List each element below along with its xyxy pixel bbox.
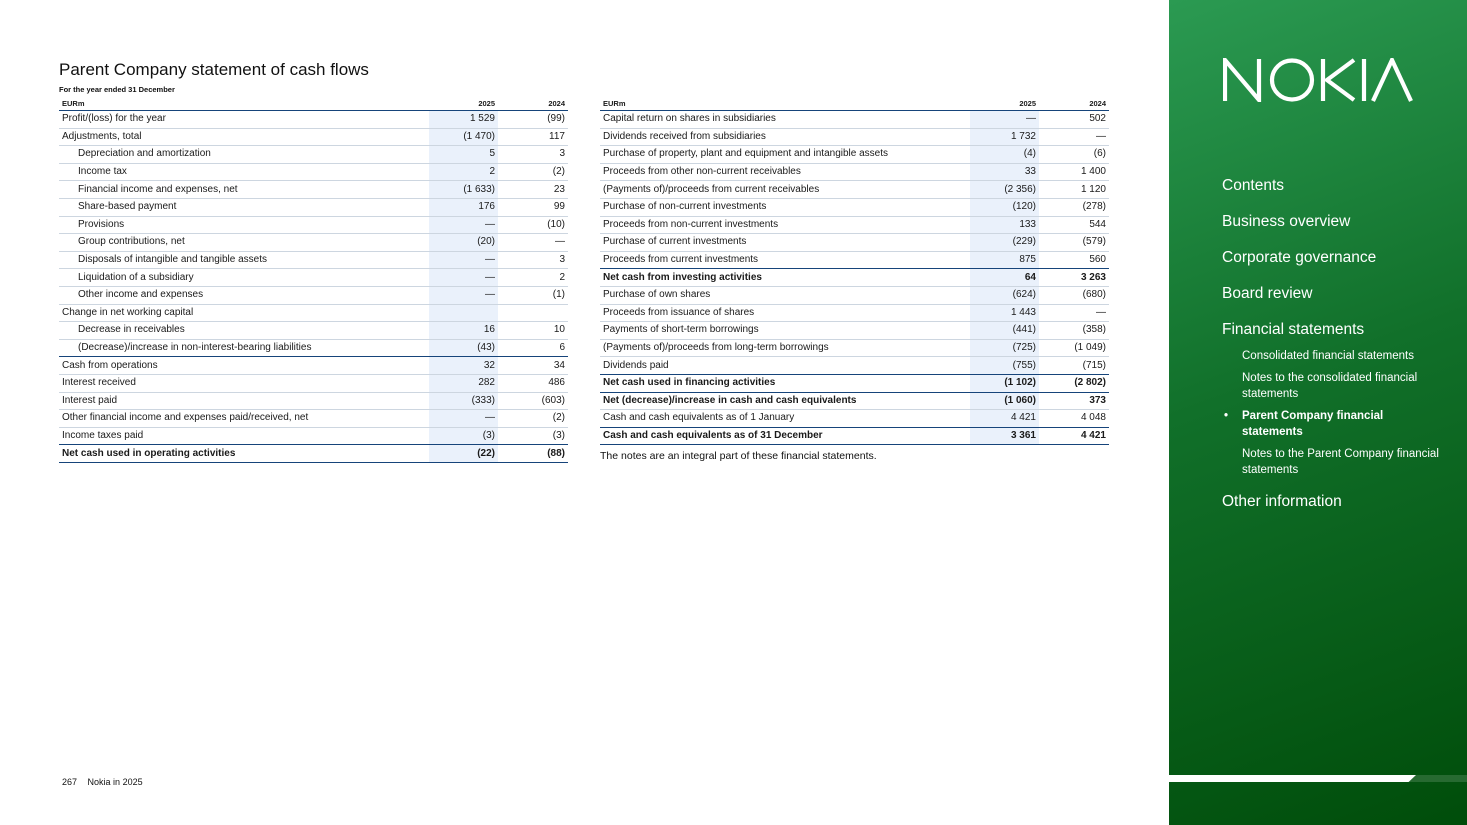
value-2024: 99 [498, 198, 568, 216]
row-label: Dividends received from subsidiaries [600, 128, 970, 146]
nav-item-label: Business overview [1222, 213, 1351, 230]
table-row [600, 216, 1109, 234]
value-2024: (2) [498, 410, 568, 428]
nav-item-label: Notes to the consolidated financial statements [1242, 371, 1418, 400]
progress-bar-track [1409, 775, 1467, 782]
table-row [600, 286, 1109, 304]
investing-financing-cash-flow-table [600, 98, 1109, 445]
value-2024: (1 049) [1039, 339, 1109, 357]
nokia-logo-icon [1223, 58, 1413, 102]
row-label: Proceeds from current investments [600, 251, 970, 269]
value-2024: (88) [498, 445, 568, 463]
row-label: Cash from operations [59, 357, 429, 375]
row-label: Profit/(loss) for the year [59, 111, 429, 129]
value-2024: 3 263 [1039, 269, 1109, 287]
value-2024 [498, 304, 568, 322]
table-row [59, 339, 568, 357]
value-2024: (603) [498, 392, 568, 410]
value-2024: 10 [498, 322, 568, 340]
nav-item-label: Consolidated financial statements [1242, 350, 1414, 362]
row-label: (Payments of)/proceeds from current receivables [600, 181, 970, 199]
value-2025: (3) [429, 427, 498, 445]
table-row [59, 304, 568, 322]
table-row [59, 181, 568, 199]
value-2025: 32 [429, 357, 498, 375]
value-2025: (1 102) [970, 374, 1039, 392]
row-label: Payments of short-term borrowings [600, 322, 970, 340]
table-row [600, 304, 1109, 322]
value-2025: 5 [429, 146, 498, 164]
value-2024: 4 048 [1039, 410, 1109, 428]
value-2024: 502 [1039, 111, 1109, 129]
value-2024: (680) [1039, 286, 1109, 304]
row-label: Share-based payment [59, 198, 429, 216]
value-2024: (1) [498, 286, 568, 304]
value-2025: 1 732 [970, 128, 1039, 146]
row-label: Income tax [59, 163, 429, 181]
investing-table-body [600, 111, 1109, 445]
value-2025: (1 470) [429, 128, 498, 146]
nav-item-label: Notes to the Parent Company financial statements [1242, 447, 1439, 476]
nav-item-label: Financial statements [1222, 321, 1365, 338]
value-2024: (715) [1039, 357, 1109, 375]
value-2025: 16 [429, 322, 498, 340]
value-2025: (333) [429, 392, 498, 410]
value-2024: — [498, 234, 568, 252]
nav-item-corporate-governance[interactable] [1222, 248, 1442, 267]
page-title: Parent Company statement of cash flows [59, 60, 369, 79]
page-subtitle: For the year ended 31 December [59, 85, 175, 94]
table-row [59, 392, 568, 410]
row-label: Change in net working capital [59, 304, 429, 322]
table-row [59, 216, 568, 234]
table-row [600, 410, 1109, 428]
row-label: Dividends paid [600, 357, 970, 375]
row-label: (Decrease)/increase in non-interest-bearing liabilities [59, 339, 429, 357]
value-2025: — [429, 286, 498, 304]
table-row [59, 128, 568, 146]
table-row [600, 146, 1109, 164]
table-header-row [59, 98, 568, 111]
value-2024: 1 120 [1039, 181, 1109, 199]
nav-item-business-overview[interactable] [1222, 212, 1442, 231]
table-row [59, 198, 568, 216]
table-row [59, 163, 568, 181]
table-row [600, 427, 1109, 445]
row-label: Other income and expenses [59, 286, 429, 304]
value-2025: (624) [970, 286, 1039, 304]
value-2025: (441) [970, 322, 1039, 340]
row-label: Proceeds from non-current investments [600, 216, 970, 234]
value-2024: 23 [498, 181, 568, 199]
value-2024: (2 802) [1039, 374, 1109, 392]
nav-item-label: Corporate governance [1222, 249, 1377, 266]
value-2024: (3) [498, 427, 568, 445]
value-2025: (2 356) [970, 181, 1039, 199]
table-row [59, 269, 568, 287]
value-2024: 4 421 [1039, 427, 1109, 445]
value-2025: (1 633) [429, 181, 498, 199]
value-2024: 2 [498, 269, 568, 287]
row-label: Other financial income and expenses paid/received, net [59, 410, 429, 428]
row-label: Net (decrease)/increase in cash and cash equivalents [600, 392, 970, 410]
operating-table-body [59, 111, 568, 463]
navigation-menu [1222, 176, 1442, 528]
table-row [59, 374, 568, 392]
value-2025: 4 421 [970, 410, 1039, 428]
value-2025: — [429, 216, 498, 234]
row-label: Net cash used in operating activities [59, 445, 429, 463]
value-2025: 282 [429, 374, 498, 392]
table-row [600, 392, 1109, 410]
value-2024: — [1039, 128, 1109, 146]
row-label: Interest paid [59, 392, 429, 410]
value-2025: 176 [429, 198, 498, 216]
value-2025: — [970, 111, 1039, 129]
value-2024: 3 [498, 146, 568, 164]
table-row [59, 410, 568, 428]
table-row [600, 339, 1109, 357]
table-row [600, 198, 1109, 216]
nav-item-contents[interactable] [1222, 176, 1442, 195]
sidebar [1169, 0, 1467, 825]
value-2025: 1 443 [970, 304, 1039, 322]
value-2025: 1 529 [429, 111, 498, 129]
table-row [600, 251, 1109, 269]
row-label: Provisions [59, 216, 429, 234]
table-row [600, 128, 1109, 146]
header-2024: 2024 [498, 98, 568, 111]
table-row [59, 111, 568, 129]
table-row [600, 181, 1109, 199]
page-number: 267 [62, 777, 78, 787]
value-2025: (4) [970, 146, 1039, 164]
value-2025: (20) [429, 234, 498, 252]
table-row [59, 251, 568, 269]
value-2025: 64 [970, 269, 1039, 287]
row-label: Income taxes paid [59, 427, 429, 445]
row-label: Depreciation and amortization [59, 146, 429, 164]
page-footer [62, 777, 151, 787]
row-label: Proceeds from issuance of shares [600, 304, 970, 322]
row-label: Liquidation of a subsidiary [59, 269, 429, 287]
row-label: Decrease in receivables [59, 322, 429, 340]
value-2024: 3 [498, 251, 568, 269]
table-row [59, 146, 568, 164]
value-2025: (22) [429, 445, 498, 463]
value-2024: 1 400 [1039, 163, 1109, 181]
table-row [59, 445, 568, 463]
value-2025: (120) [970, 198, 1039, 216]
value-2025: 3 361 [970, 427, 1039, 445]
value-2024: (358) [1039, 322, 1109, 340]
value-2024: 117 [498, 128, 568, 146]
progress-bar-fill [1169, 775, 1416, 782]
row-label: Interest received [59, 374, 429, 392]
row-label: Cash and cash equivalents as of 31 December [600, 427, 970, 445]
table-row [600, 357, 1109, 375]
header-eurm: EURm [59, 98, 429, 111]
row-label: Adjustments, total [59, 128, 429, 146]
nav-item-label: Other information [1222, 492, 1342, 510]
row-label: (Payments of)/proceeds from long-term borrowings [600, 339, 970, 357]
table-row [600, 374, 1109, 392]
nav-item-label: Board review [1222, 285, 1313, 302]
row-label: Purchase of current investments [600, 234, 970, 252]
nav-item-notes-to-the-consolidated-financial-statements[interactable] [1242, 370, 1442, 403]
value-2025: (1 060) [970, 392, 1039, 410]
table-row [59, 357, 568, 375]
row-label: Proceeds from other non-current receivables [600, 163, 970, 181]
row-label: Net cash used in financing activities [600, 374, 970, 392]
nav-item-financial-statements[interactable] [1222, 320, 1442, 339]
value-2024: (579) [1039, 234, 1109, 252]
nav-item-other-information[interactable] [1222, 492, 1442, 511]
header-2025: 2025 [429, 98, 498, 111]
nav-item-label: Contents [1222, 177, 1285, 194]
value-2025: 33 [970, 163, 1039, 181]
row-label: Net cash from investing activities [600, 269, 970, 287]
value-2025: (725) [970, 339, 1039, 357]
header-2025: 2025 [970, 98, 1039, 111]
value-2024: 486 [498, 374, 568, 392]
table-row [600, 322, 1109, 340]
active-bullet-icon: • [1224, 409, 1229, 422]
nav-item-label: Parent Company financial statements [1242, 409, 1384, 438]
footnote: The notes are an integral part of these financial statements. [600, 450, 877, 462]
table-row [59, 322, 568, 340]
value-2025: — [429, 410, 498, 428]
row-label: Purchase of property, plant and equipment and intangible assets [600, 146, 970, 164]
value-2024: (278) [1039, 198, 1109, 216]
nav-item-parent-company-financial-statements[interactable] [1224, 408, 1442, 441]
nokia-logo[interactable] [1223, 58, 1413, 107]
row-label: Disposals of intangible and tangible assets [59, 251, 429, 269]
value-2025: — [429, 269, 498, 287]
value-2024: (99) [498, 111, 568, 129]
value-2025: (43) [429, 339, 498, 357]
value-2024: (6) [1039, 146, 1109, 164]
value-2025: (755) [970, 357, 1039, 375]
row-label: Cash and cash equivalents as of 1 January [600, 410, 970, 428]
value-2025: 875 [970, 251, 1039, 269]
row-label: Purchase of non-current investments [600, 198, 970, 216]
table-row [600, 163, 1109, 181]
operating-cash-flow-table [59, 98, 568, 463]
value-2025: 2 [429, 163, 498, 181]
nav-item-board-review[interactable] [1222, 284, 1442, 303]
table-row [59, 234, 568, 252]
value-2024: 6 [498, 339, 568, 357]
value-2025: (229) [970, 234, 1039, 252]
value-2024: 34 [498, 357, 568, 375]
table-row [600, 111, 1109, 129]
value-2024: (10) [498, 216, 568, 234]
table-row [59, 427, 568, 445]
value-2025 [429, 304, 498, 322]
publication-name: Nokia in 2025 [87, 777, 143, 787]
value-2025: — [429, 251, 498, 269]
header-eurm: EURm [600, 98, 970, 111]
value-2025: 133 [970, 216, 1039, 234]
row-label: Group contributions, net [59, 234, 429, 252]
row-label: Capital return on shares in subsidiaries [600, 111, 970, 129]
nav-item-notes-to-the-parent-company-financial-statements[interactable] [1242, 446, 1442, 479]
nav-item-consolidated-financial-statements[interactable] [1242, 348, 1442, 365]
header-2024: 2024 [1039, 98, 1109, 111]
table-row [59, 286, 568, 304]
value-2024: 544 [1039, 216, 1109, 234]
value-2024: 560 [1039, 251, 1109, 269]
row-label: Financial income and expenses, net [59, 181, 429, 199]
value-2024: — [1039, 304, 1109, 322]
table-header-row [600, 98, 1109, 111]
value-2024: (2) [498, 163, 568, 181]
row-label: Purchase of own shares [600, 286, 970, 304]
value-2024: 373 [1039, 392, 1109, 410]
table-row [600, 269, 1109, 287]
table-row [600, 234, 1109, 252]
